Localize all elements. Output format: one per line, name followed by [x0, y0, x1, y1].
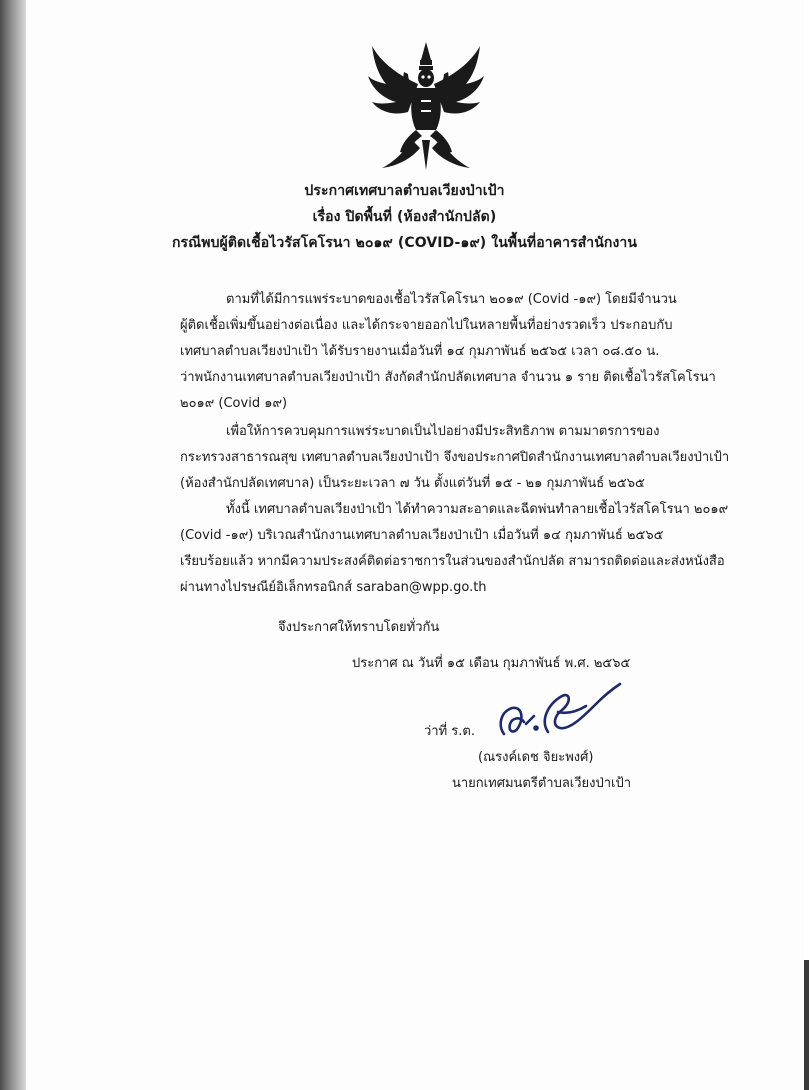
- paragraph-3-line: (Covid -๑๙) บริเวณสำนักงานเทศบาลตำบลเวียงป่าเป้า เมื่อวันที่ ๑๔ กุมภาพันธ์ ๒๕๖๕: [180, 528, 664, 543]
- paragraph-3-line: ผ่านทางไปรษณีย์อิเล็กทรอนิกส์ saraban@wpp.go.th: [180, 580, 487, 595]
- garuda-emblem-icon: [364, 40, 488, 172]
- paragraph-1-line: เทศบาลตำบลเวียงป่าเป้า ได้รับรายงานเมื่อวันที่ ๑๔ กุมภาพันธ์ ๒๕๖๕ เวลา ๐๘.๕๐ น.: [180, 344, 660, 359]
- announcement-case: กรณีพบผู้ติดเชื้อไวรัสโคโรนา ๒๐๑๙ (COVID-๑๙) ในพื้นที่อาคารสำนักงาน: [171, 235, 638, 251]
- closing-statement: จึงประกาศให้ทราบโดยทั่วกัน: [278, 620, 440, 635]
- paragraph-2-line: เพื่อให้การควบคุมการแพร่ระบาดเป็นไปอย่างมีประสิทธิภาพ ตามมาตรการของ: [226, 424, 660, 439]
- paragraph-1-line: ๒๐๑๙ (Covid ๑๙): [180, 396, 288, 411]
- paragraph-3-line: ทั้งนี้ เทศบาลตำบลเวียงป่าเป้า ได้ทำความสะอาดและฉีดพ่นทำลายเชื้อไวรัสโคโรนา ๒๐๑๙: [226, 502, 729, 517]
- paragraph-1-line: ตามที่ได้มีการแพร่ระบาดของเชื้อไวรัสโคโรนา ๒๐๑๙ (Covid -๑๙) โดยมีจำนวน: [226, 292, 677, 307]
- scan-shadow-right: [804, 960, 809, 1090]
- paragraph-2-line: กระทรวงสาธารณสุข เทศบาลตำบลเวียงป่าเป้า จึงขอประกาศปิดสำนักงานเทศบาลตำบลเวียงป่าเป้า: [180, 450, 730, 465]
- paragraph-1-line: ผู้ติดเชื้อเพิ่มขึ้นอย่างต่อเนื่อง และได้กระจายออกไปในหลายพื้นที่อย่างรวดเร็ว ประกอบกับ: [180, 318, 673, 333]
- handwritten-signature-icon: [490, 676, 630, 740]
- scan-shadow-left: [0, 0, 26, 1090]
- signer-rank: ว่าที่ ร.ต.: [424, 724, 475, 739]
- paragraph-1-line: ว่าพนักงานเทศบาลตำบลเวียงป่าเป้า สังกัดสำนักปลัดเทศบาล จำนวน ๑ ราย ติดเชื้อไวรัสโคโรนา: [180, 370, 716, 385]
- announcement-date: ประกาศ ณ วันที่ ๑๕ เดือน กุมภาพันธ์ พ.ศ. ๒๕๖๕: [352, 656, 631, 671]
- paragraph-2-line: (ห้องสำนักปลัดเทศบาล) เป็นระยะเวลา ๗ วัน ตั้งแต่วันที่ ๑๕ - ๒๑ กุมภาพันธ์ ๒๕๖๕: [180, 476, 645, 491]
- signer-name: (ณรงค์เดช จิยะพงศ์): [478, 750, 594, 765]
- announcement-org-title: ประกาศเทศบาลตำบลเวียงป่าเป้า: [304, 183, 505, 199]
- announcement-subject: เรื่อง ปิดพื้นที่ (ห้องสำนักปลัด): [312, 209, 497, 225]
- signer-position: นายกเทศมนตรีตำบลเวียงป่าเป้า: [452, 776, 632, 791]
- paragraph-3-line: เรียบร้อยแล้ว หากมีความประสงค์ติดต่อราชการในส่วนของสำนักปลัด สามารถติดต่อและส่งหนังสือ: [180, 554, 725, 569]
